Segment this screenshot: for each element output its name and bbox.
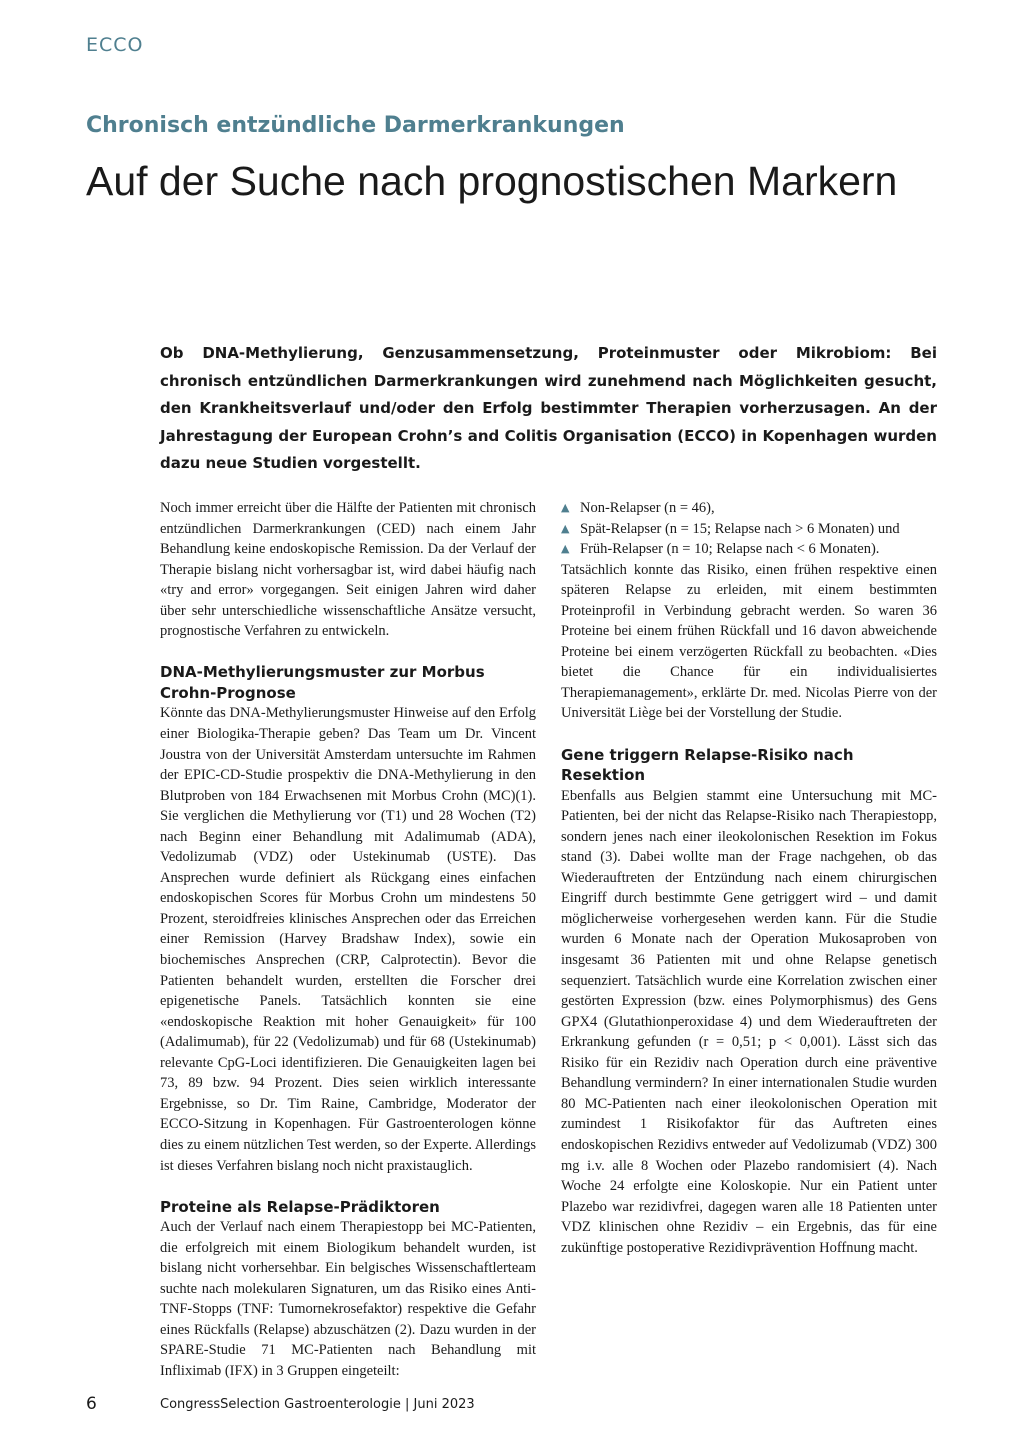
section-text-proteins: Auch der Verlauf nach einem Therapiestopp bei MC-Patienten, die erfolgreich mit einem Biologikum behandelt wurden, ist bislang nicht vorhersehbar. Ein belgisches Wissenschaftlerteam suchte nach molekularen Signaturen, um das Risiko eines Anti-TNF-Stopps (TNF: Tumornekrosefaktor) respektive die Gefahr eines Rückfalls (Relapse) abzuschätzen (2). Dazu wurden in der SPARE-Studie 71 MC-Patienten nach Behandlung mit Infliximab (IFX) in 3 Gruppen eingeteilt:: [160, 1219, 536, 1379]
list-item-text: Früh-Relapser (n = 10; Relapse nach < 6 Monaten).: [580, 541, 880, 558]
list-item-text: Non-Relapser (n = 46),: [580, 500, 715, 516]
section-heading-dna-methylation: DNA-Methylierungsmuster zur Morbus Crohn-Prognose: [160, 663, 485, 702]
section-text-genes: Ebenfalls aus Belgien stammt eine Untersuchung mit MC-Patienten, bei der nicht das Relapse-Risiko nach Therapiestopp, sondern jenes nach einer ileokolonischen Resektion im Fokus stand (3). Dabei wollte man der Frage nachgehen, ob das Wiederauftreten der Entzündung nach einem chirurgischen Eingriff durch bestimmte Gene getriggert wird – und damit möglicherweise vorhergesehen werden kann. Für die Studie wurden 6 Monate nach der Operation Mukosaproben von insgesamt 36 Patienten mit und ohne Relapse genetisch sequenziert. Tatsächlich wurde eine Korrelation zwischen einer gestörten Expression (bzw. eines Polymorphismus) des Gens GPX4 (Glutathionperoxidase 4) und dem Wiederauftreten der Erkrankung gefunden (r = 0,51; p < 0,001). Lässt sich das Risiko für ein Rezidiv nach Operation durch eine präventive Behandlung vermindern? In einer internationalen Studie wurden 80 MC-Patienten nach einer ileokolonischen Operation mit zumindest 1 Risikofaktor für das Auftreten eines endoskopischen Rezidivs entweder auf Vedolizumab (VDZ) 300 mg i.v. alle 8 Wochen oder Plazebo randomisiert (4). Nach Woche 24 erfolgte eine Koloskopie. Nur ein Patient unter Plazebo war rezidivfrei, dagegen waren alle 18 Patienten unter VDZ klinischen ohne Rezidiv – ein Ergebnis, das für eine zukünftige postoperative Rezidivprävention Hoffnung macht.: [561, 787, 937, 1256]
list-item: [561, 539, 937, 560]
list-item-text: Spät-Relapser (n = 15; Relapse nach > 6 Monaten) und: [580, 520, 900, 537]
article-lead: Ob DNA-Methylierung, Genzusammensetzung, Proteinmuster oder Mikrobiom: Bei chronisch entzündlichen Darmerkrankungen wird zunehmend nach Möglichkeiten gesucht, den Krankheitsverlauf und/oder den Erfolg bestimmter Therapien vorherzusagen. An der Jahrestagung der European Crohn’s and Colitis Organisation (ECCO) in Kopenhagen wurden dazu neue Studien vorgestellt.: [160, 344, 937, 473]
paragraph-gap: [160, 642, 536, 663]
relapser-group-list: [561, 498, 937, 560]
section-label: ECCO: [86, 34, 144, 56]
paragraph-gap: [561, 724, 937, 745]
triangle-bullet-icon: ▲: [561, 501, 570, 514]
triangle-bullet-icon: ▲: [561, 521, 570, 535]
section-text-proteins-continued: Tatsächlich konnte das Risiko, einen frühen respektive einen späteren Relapse zu erleiden, mit einem bestimmten Proteinprofil in Verbindung gebracht werden. So waren 36 Proteine bei einem frühen Rückfall und 16 davon abweichende Proteine bei einem verzögerten Rückfall zu beobachten. «Dies bietet die Chance für ein individualisiertes Therapiemanagement», erklärte Dr. med. Nicolas Pierre von der Universität Liège bei der Vorstellung der Studie.: [561, 561, 937, 722]
paragraph-gap: [160, 1176, 536, 1197]
article-kicker: Chronisch entzündliche Darmerkrankungen: [86, 113, 625, 138]
page-number: 6: [86, 1394, 97, 1414]
body-column-right: [561, 498, 937, 1258]
body-column-left: [160, 498, 536, 1382]
footer-publication: CongressSelection Gastroenterologie | Juni 2023: [160, 1397, 475, 1412]
list-item: [561, 519, 937, 540]
intro-paragraph: Noch immer erreicht über die Hälfte der Patienten mit chronisch entzündlichen Darmerkrankungen (CED) nach einem Jahr Behandlung keine endoskopische Remission. Da der Verlauf der Therapie bislang nicht vorhersagbar ist, wird dabei häufig nach «try and error» vorgegangen. Seit einigen Jahren wird daher über sehr unterschiedliche wissenschaftliche Ansätze versucht, prognostische Verfahren zu entwickeln.: [160, 500, 536, 640]
list-item: [561, 498, 937, 519]
section-heading-proteins: Proteine als Relapse-Prädiktoren: [160, 1197, 440, 1216]
article-headline: Auf der Suche nach prognostischen Markern: [86, 158, 898, 204]
triangle-bullet-icon: ▲: [561, 542, 570, 556]
section-heading-genes: Gene triggern Relapse-Risiko nach Resektion: [561, 745, 854, 785]
section-text-dna-methylation: Könnte das DNA-Methylierungsmuster Hinweise auf den Erfolg einer Biologika-Therapie geben? Das Team um Dr. Vincent Joustra von der Universität Amsterdam untersuchte im Rahmen der EPIC-CD-Studie prospektiv die DNA-Methylierung in den Blutproben von 184 Erwachsenen mit Morbus Crohn (MC)(1). Sie verglichen die Methylierung vor (T1) und 28 Wochen (T2) nach Beginn einer Behandlung mit Adalimumab (ADA), Vedolizumab (VDZ) oder Ustekinumab (USTE). Das Ansprechen wurde definiert als Rückgang eines einfachen endoskopischen Scores für Morbus Crohn um mindestens 50 Prozent, steroidfreies klinisches Ansprechen oder das Erreichen einer Remission (Harvey Bradshaw Index), sowie ein biochemisches Ansprechen (CRP, Calprotectin). Bevor die Patienten behandelt wurden, erstellten die Forscher drei epigenetische Panels. Tatsächlich konnten sie eine «endoskopische Reaktion mit hoher Genauigkeit» für 100 (Adalimumab), für 22 (Vedolizumab) und für 68 (Ustekinumab) relevante CpG-Loci identifizieren. Die Genauigkeiten lagen bei 73, 89 bzw. 94 Prozent. Dies seien wirklich interessante Ergebnisse, so Dr. Tim Raine, Cambridge, Moderator der ECCO-Sitzung in Kopenhagen. Für Gastroenterologen könne dies zu einem nützlichen Test werden, so der Experte. Allerdings ist dieses Verfahren bislang noch nicht praxistauglich.: [160, 705, 537, 1174]
